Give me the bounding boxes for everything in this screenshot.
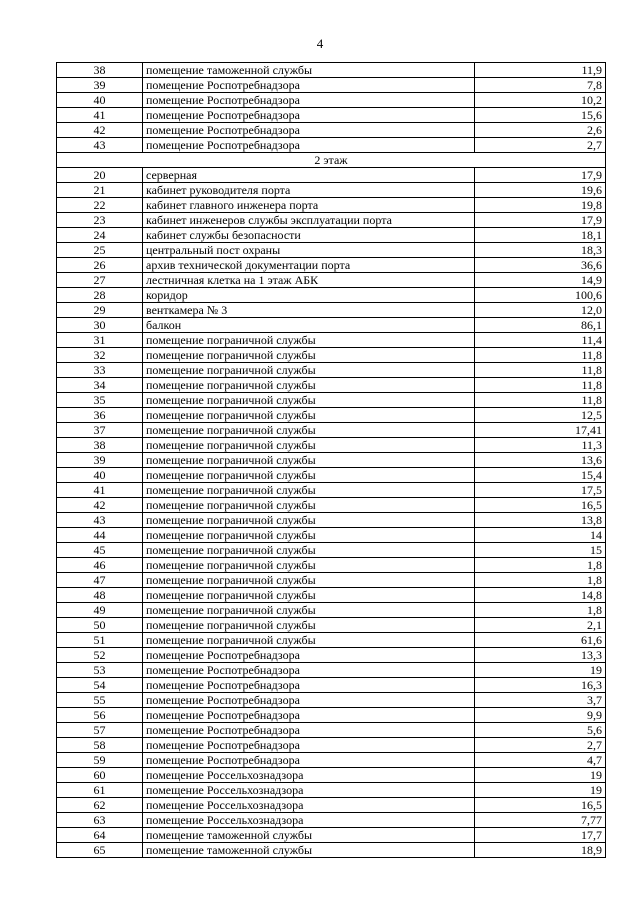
table-row: [57, 723, 606, 738]
room-name-cell: серверная: [143, 168, 475, 183]
room-area-cell: 36,6: [475, 258, 606, 273]
table-row: [57, 813, 606, 828]
room-name-cell: помещение Россельхознадзора: [143, 768, 475, 783]
table-row: [57, 783, 606, 798]
table-row: [57, 363, 606, 378]
room-name-cell: помещение пограничной службы: [143, 378, 475, 393]
table-row: [57, 273, 606, 288]
room-number-cell: 51: [57, 633, 143, 648]
room-area-cell: 11,3: [475, 438, 606, 453]
room-area-cell: 17,7: [475, 828, 606, 843]
room-number-cell: 36: [57, 408, 143, 423]
room-area-cell: 17,9: [475, 168, 606, 183]
room-number-cell: 21: [57, 183, 143, 198]
table-row: [57, 708, 606, 723]
room-name-cell: кабинет главного инженера порта: [143, 198, 475, 213]
table-row: [57, 633, 606, 648]
room-number-cell: 26: [57, 258, 143, 273]
room-name-cell: помещение пограничной службы: [143, 468, 475, 483]
room-name-cell: помещение пограничной службы: [143, 618, 475, 633]
room-number-cell: 42: [57, 123, 143, 138]
room-number-cell: 24: [57, 228, 143, 243]
room-area-cell: 100,6: [475, 288, 606, 303]
table-row: [57, 183, 606, 198]
room-name-cell: помещение таможенной службы: [143, 843, 475, 858]
table-row: [57, 348, 606, 363]
room-name-cell: помещение пограничной службы: [143, 423, 475, 438]
table-row: [57, 258, 606, 273]
table-row: [57, 123, 606, 138]
room-name-cell: помещение пограничной службы: [143, 588, 475, 603]
room-area-cell: 5,6: [475, 723, 606, 738]
room-area-cell: 2,7: [475, 738, 606, 753]
table-row: [57, 318, 606, 333]
room-number-cell: 43: [57, 513, 143, 528]
room-number-cell: 49: [57, 603, 143, 618]
room-number-cell: 40: [57, 468, 143, 483]
room-name-cell: помещение Роспотребнадзора: [143, 723, 475, 738]
room-name-cell: помещение Роспотребнадзора: [143, 648, 475, 663]
page-number: 4: [316, 36, 324, 51]
room-number-cell: 41: [57, 483, 143, 498]
room-area-cell: 11,8: [475, 348, 606, 363]
room-area-cell: 86,1: [475, 318, 606, 333]
room-name-cell: помещение Роспотребнадзора: [143, 663, 475, 678]
room-number-cell: 39: [57, 453, 143, 468]
table-row: [57, 78, 606, 93]
table-row: [57, 558, 606, 573]
room-number-cell: 50: [57, 618, 143, 633]
room-area-cell: 9,9: [475, 708, 606, 723]
room-area-cell: 3,7: [475, 693, 606, 708]
room-number-cell: 38: [57, 63, 143, 78]
table-row: [57, 843, 606, 858]
room-number-cell: 59: [57, 753, 143, 768]
room-number-cell: 37: [57, 423, 143, 438]
table-row: [57, 228, 606, 243]
room-area-cell: 13,3: [475, 648, 606, 663]
room-number-cell: 60: [57, 768, 143, 783]
room-area-cell: 12,0: [475, 303, 606, 318]
room-area-cell: 2,7: [475, 138, 606, 153]
room-number-cell: 35: [57, 393, 143, 408]
room-area-cell: 11,4: [475, 333, 606, 348]
room-area-cell: 19: [475, 663, 606, 678]
room-number-cell: 54: [57, 678, 143, 693]
table-row: [57, 198, 606, 213]
room-area-cell: 19,6: [475, 183, 606, 198]
room-name-cell: помещение Роспотребнадзора: [143, 753, 475, 768]
room-name-cell: помещение Роспотребнадзора: [143, 738, 475, 753]
room-area-cell: 11,8: [475, 378, 606, 393]
room-name-cell: кабинет инженеров службы эксплуатации порта: [143, 213, 475, 228]
room-name-cell: венткамера № 3: [143, 303, 475, 318]
table-row: [57, 423, 606, 438]
room-number-cell: 41: [57, 108, 143, 123]
room-name-cell: помещение пограничной службы: [143, 393, 475, 408]
room-number-cell: 63: [57, 813, 143, 828]
room-number-cell: 46: [57, 558, 143, 573]
room-number-cell: 64: [57, 828, 143, 843]
table-row: [57, 108, 606, 123]
room-name-cell: помещение Роспотребнадзора: [143, 678, 475, 693]
room-area-cell: 2,6: [475, 123, 606, 138]
room-area-cell: 16,3: [475, 678, 606, 693]
table-row: [57, 498, 606, 513]
table-row: [57, 828, 606, 843]
room-area-cell: 11,9: [475, 63, 606, 78]
room-name-cell: помещение Роспотребнадзора: [143, 93, 475, 108]
room-name-cell: помещение пограничной службы: [143, 408, 475, 423]
table-row: [57, 303, 606, 318]
section-heading: 2 этаж: [57, 153, 606, 168]
room-area-cell: 1,8: [475, 558, 606, 573]
room-name-cell: помещение Роспотребнадзора: [143, 708, 475, 723]
room-area-cell: 14,9: [475, 273, 606, 288]
room-number-cell: 32: [57, 348, 143, 363]
table-row: [57, 678, 606, 693]
room-name-cell: помещение Роспотребнадзора: [143, 123, 475, 138]
table-row: [57, 393, 606, 408]
room-name-cell: помещение пограничной службы: [143, 528, 475, 543]
rooms-table-body: [57, 63, 606, 858]
room-name-cell: помещение пограничной службы: [143, 363, 475, 378]
room-number-cell: 62: [57, 798, 143, 813]
table-row: [57, 768, 606, 783]
room-number-cell: 27: [57, 273, 143, 288]
room-number-cell: 61: [57, 783, 143, 798]
room-name-cell: помещение Роспотребнадзора: [143, 138, 475, 153]
room-area-cell: 61,6: [475, 633, 606, 648]
room-name-cell: помещение Россельхознадзора: [143, 798, 475, 813]
table-row: [57, 243, 606, 258]
rooms-table: [56, 62, 606, 858]
table-row: [57, 663, 606, 678]
room-area-cell: 18,1: [475, 228, 606, 243]
room-number-cell: 57: [57, 723, 143, 738]
room-area-cell: 17,41: [475, 423, 606, 438]
room-area-cell: 14,8: [475, 588, 606, 603]
table-row: [57, 603, 606, 618]
room-number-cell: 38: [57, 438, 143, 453]
room-number-cell: 22: [57, 198, 143, 213]
room-name-cell: помещение пограничной службы: [143, 438, 475, 453]
table-row: [57, 168, 606, 183]
table-row: [57, 408, 606, 423]
room-name-cell: помещение Роспотребнадзора: [143, 78, 475, 93]
table-row: [57, 333, 606, 348]
room-number-cell: 33: [57, 363, 143, 378]
room-number-cell: 30: [57, 318, 143, 333]
room-number-cell: 20: [57, 168, 143, 183]
table-row: [57, 468, 606, 483]
room-number-cell: 47: [57, 573, 143, 588]
room-number-cell: 40: [57, 93, 143, 108]
room-number-cell: 25: [57, 243, 143, 258]
room-area-cell: 19: [475, 768, 606, 783]
room-number-cell: 45: [57, 543, 143, 558]
room-area-cell: 4,7: [475, 753, 606, 768]
room-name-cell: кабинет службы безопасности: [143, 228, 475, 243]
room-name-cell: помещение Россельхознадзора: [143, 813, 475, 828]
table-row: [57, 213, 606, 228]
room-name-cell: помещение пограничной службы: [143, 453, 475, 468]
room-area-cell: 2,1: [475, 618, 606, 633]
table-row: [57, 378, 606, 393]
table-row: [57, 453, 606, 468]
room-number-cell: 42: [57, 498, 143, 513]
table-row: [57, 648, 606, 663]
room-name-cell: помещение пограничной службы: [143, 483, 475, 498]
room-name-cell: помещение Роспотребнадзора: [143, 693, 475, 708]
room-number-cell: 53: [57, 663, 143, 678]
room-number-cell: 29: [57, 303, 143, 318]
room-name-cell: помещение пограничной службы: [143, 603, 475, 618]
table-row: [57, 528, 606, 543]
room-area-cell: 15,4: [475, 468, 606, 483]
room-name-cell: центральный пост охраны: [143, 243, 475, 258]
table-row: [57, 618, 606, 633]
table-row: [57, 63, 606, 78]
table-row: [57, 483, 606, 498]
room-number-cell: 52: [57, 648, 143, 663]
table-row: [57, 288, 606, 303]
table-row: [57, 798, 606, 813]
table-row: [57, 693, 606, 708]
room-name-cell: кабинет руководителя порта: [143, 183, 475, 198]
room-area-cell: 18,3: [475, 243, 606, 258]
room-number-cell: 28: [57, 288, 143, 303]
room-number-cell: 65: [57, 843, 143, 858]
room-name-cell: лестничная клетка на 1 этаж АБК: [143, 273, 475, 288]
room-number-cell: 39: [57, 78, 143, 93]
room-area-cell: 14: [475, 528, 606, 543]
room-area-cell: 7,8: [475, 78, 606, 93]
room-name-cell: помещение пограничной службы: [143, 633, 475, 648]
room-name-cell: помещение пограничной службы: [143, 513, 475, 528]
room-number-cell: 56: [57, 708, 143, 723]
room-number-cell: 58: [57, 738, 143, 753]
room-name-cell: помещение пограничной службы: [143, 333, 475, 348]
room-area-cell: 1,8: [475, 603, 606, 618]
room-name-cell: помещение пограничной службы: [143, 573, 475, 588]
room-area-cell: 17,9: [475, 213, 606, 228]
table-row: [57, 138, 606, 153]
room-area-cell: 15: [475, 543, 606, 558]
room-area-cell: 17,5: [475, 483, 606, 498]
room-area-cell: 15,6: [475, 108, 606, 123]
room-area-cell: 18,9: [475, 843, 606, 858]
table-row: [57, 738, 606, 753]
room-area-cell: 16,5: [475, 798, 606, 813]
table-row: [57, 438, 606, 453]
table-row: [57, 513, 606, 528]
room-area-cell: 13,6: [475, 453, 606, 468]
room-area-cell: 19: [475, 783, 606, 798]
section-row: [57, 153, 606, 168]
room-number-cell: 31: [57, 333, 143, 348]
room-area-cell: 7,77: [475, 813, 606, 828]
room-number-cell: 55: [57, 693, 143, 708]
room-area-cell: 12,5: [475, 408, 606, 423]
room-name-cell: помещение пограничной службы: [143, 348, 475, 363]
room-area-cell: 1,8: [475, 573, 606, 588]
room-number-cell: 23: [57, 213, 143, 228]
table-row: [57, 573, 606, 588]
room-area-cell: 10,2: [475, 93, 606, 108]
room-name-cell: коридор: [143, 288, 475, 303]
room-name-cell: помещение таможенной службы: [143, 828, 475, 843]
room-area-cell: 19,8: [475, 198, 606, 213]
table-row: [57, 753, 606, 768]
room-number-cell: 43: [57, 138, 143, 153]
table-row: [57, 543, 606, 558]
room-area-cell: 11,8: [475, 363, 606, 378]
room-name-cell: помещение Россельхознадзора: [143, 783, 475, 798]
room-number-cell: 48: [57, 588, 143, 603]
room-number-cell: 44: [57, 528, 143, 543]
room-name-cell: балкон: [143, 318, 475, 333]
room-area-cell: 16,5: [475, 498, 606, 513]
table-row: [57, 93, 606, 108]
room-name-cell: помещение пограничной службы: [143, 498, 475, 513]
room-name-cell: помещение пограничной службы: [143, 543, 475, 558]
room-name-cell: помещение пограничной службы: [143, 558, 475, 573]
room-name-cell: помещение Роспотребнадзора: [143, 108, 475, 123]
room-area-cell: 13,8: [475, 513, 606, 528]
table-row: [57, 588, 606, 603]
room-name-cell: помещение таможенной службы: [143, 63, 475, 78]
room-number-cell: 34: [57, 378, 143, 393]
room-name-cell: архив технической документации порта: [143, 258, 475, 273]
room-area-cell: 11,8: [475, 393, 606, 408]
